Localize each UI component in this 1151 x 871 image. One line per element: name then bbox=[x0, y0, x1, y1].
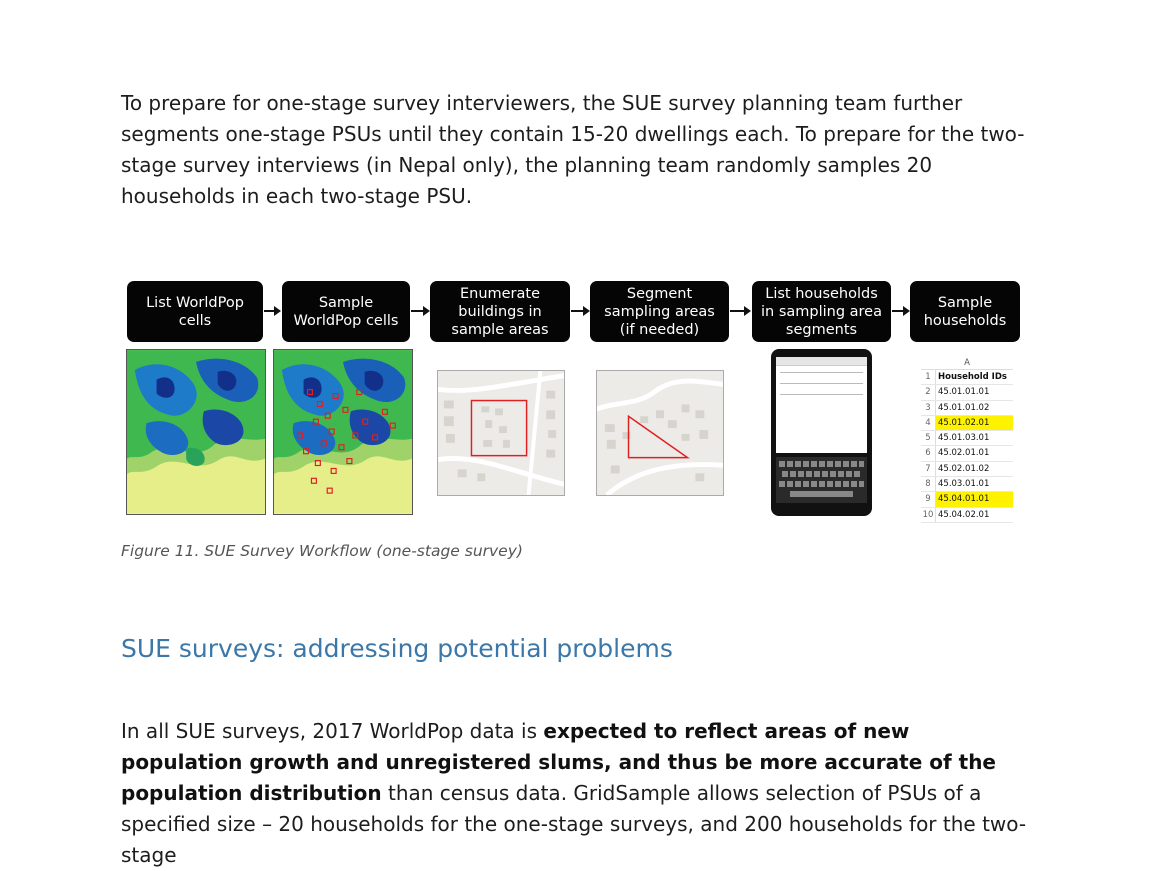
household-id-cell: 45.02.01.01 bbox=[935, 446, 1013, 460]
spreadsheet-row bbox=[921, 508, 1013, 523]
arrow-icon bbox=[411, 310, 428, 312]
row-number: 9 bbox=[925, 494, 931, 505]
step-sample-households: Sample households bbox=[910, 281, 1020, 342]
worldpop-density-map bbox=[126, 349, 266, 515]
spreadsheet-row bbox=[921, 492, 1013, 507]
phone-listing-app bbox=[771, 349, 872, 516]
spreadsheet-row bbox=[921, 416, 1013, 431]
household-id-cell: 45.03.01.01 bbox=[935, 477, 1013, 491]
household-id-cell: 45.02.01.02 bbox=[935, 462, 1013, 476]
paragraph-intro: In all SUE surveys, 2017 WorldPop data is bbox=[121, 719, 544, 743]
spreadsheet-row bbox=[921, 370, 1013, 385]
household-id-cell: Household IDs bbox=[935, 370, 1013, 384]
household-id-cell: 45.01.01.01 bbox=[935, 385, 1013, 399]
row-number: 5 bbox=[925, 433, 931, 444]
row-number: 4 bbox=[925, 417, 931, 428]
spreadsheet-row bbox=[921, 385, 1013, 400]
paragraph-bold-text: expected to reflect areas of new population growth and unregistered slums, and thus be more accurate of the population distribution bbox=[121, 719, 996, 805]
household-id-cell: 45.04.01.01 bbox=[935, 492, 1013, 506]
segmented-area-map bbox=[596, 370, 724, 496]
building-enumeration-map bbox=[437, 370, 565, 496]
phone-keyboard bbox=[776, 457, 867, 503]
spreadsheet-row bbox=[921, 401, 1013, 416]
step-segment-sampling-areas: Segment sampling areas (if needed) bbox=[590, 281, 729, 342]
row-number: 3 bbox=[925, 402, 931, 413]
household-id-spreadsheet bbox=[921, 357, 1013, 523]
spreadsheet-row bbox=[921, 477, 1013, 492]
spreadsheet-row bbox=[921, 446, 1013, 461]
row-number: 8 bbox=[925, 479, 931, 490]
spreadsheet-row bbox=[921, 431, 1013, 446]
intro-paragraph: To prepare for one-stage survey interviewers, the SUE survey planning team further segments one-stage PSUs until they contain 15-20 dwellings each. To prepare for the two-stage survey interviews (in Nepal only), the planning team randomly samples 20 households in each two-stage PSU. bbox=[121, 91, 1025, 208]
section-heading: SUE surveys: addressing potential problems bbox=[121, 634, 673, 663]
paragraph-rest: than census data. GridSample allows selection of PSUs of a specified size – 20 households for the one-stage surveys, and 200 households for the two-stage bbox=[121, 781, 1027, 867]
row-number: 1 bbox=[925, 372, 931, 382]
arrow-icon bbox=[264, 310, 279, 312]
step-list-households: List households in sampling area segments bbox=[752, 281, 891, 342]
row-number: 2 bbox=[925, 387, 931, 398]
phone-screen bbox=[776, 357, 867, 453]
row-number: 6 bbox=[925, 448, 931, 459]
household-id-cell: 45.04.02.01 bbox=[935, 508, 1013, 522]
body-paragraph bbox=[121, 716, 1031, 871]
spreadsheet-row bbox=[921, 462, 1013, 477]
row-number: 10 bbox=[922, 509, 934, 520]
sampled-worldpop-map bbox=[273, 349, 413, 515]
row-number: 7 bbox=[925, 463, 931, 474]
arrow-icon bbox=[571, 310, 588, 312]
step-sample-worldpop-cells: Sample WorldPop cells bbox=[282, 281, 410, 342]
figure-caption: Figure 11. SUE Survey Workflow (one-stage survey) bbox=[121, 542, 523, 560]
step-enumerate-buildings: Enumerate buildings in sample areas bbox=[430, 281, 570, 342]
household-id-cell: 45.01.02.01 bbox=[935, 416, 1013, 430]
household-id-cell: 45.01.03.01 bbox=[935, 431, 1013, 445]
arrow-icon bbox=[730, 310, 749, 312]
arrow-icon bbox=[892, 310, 908, 312]
household-id-cell: 45.01.01.02 bbox=[935, 401, 1013, 415]
step-list-worldpop-cells: List WorldPop cells bbox=[127, 281, 263, 342]
spreadsheet-column-header: A bbox=[921, 357, 1013, 370]
